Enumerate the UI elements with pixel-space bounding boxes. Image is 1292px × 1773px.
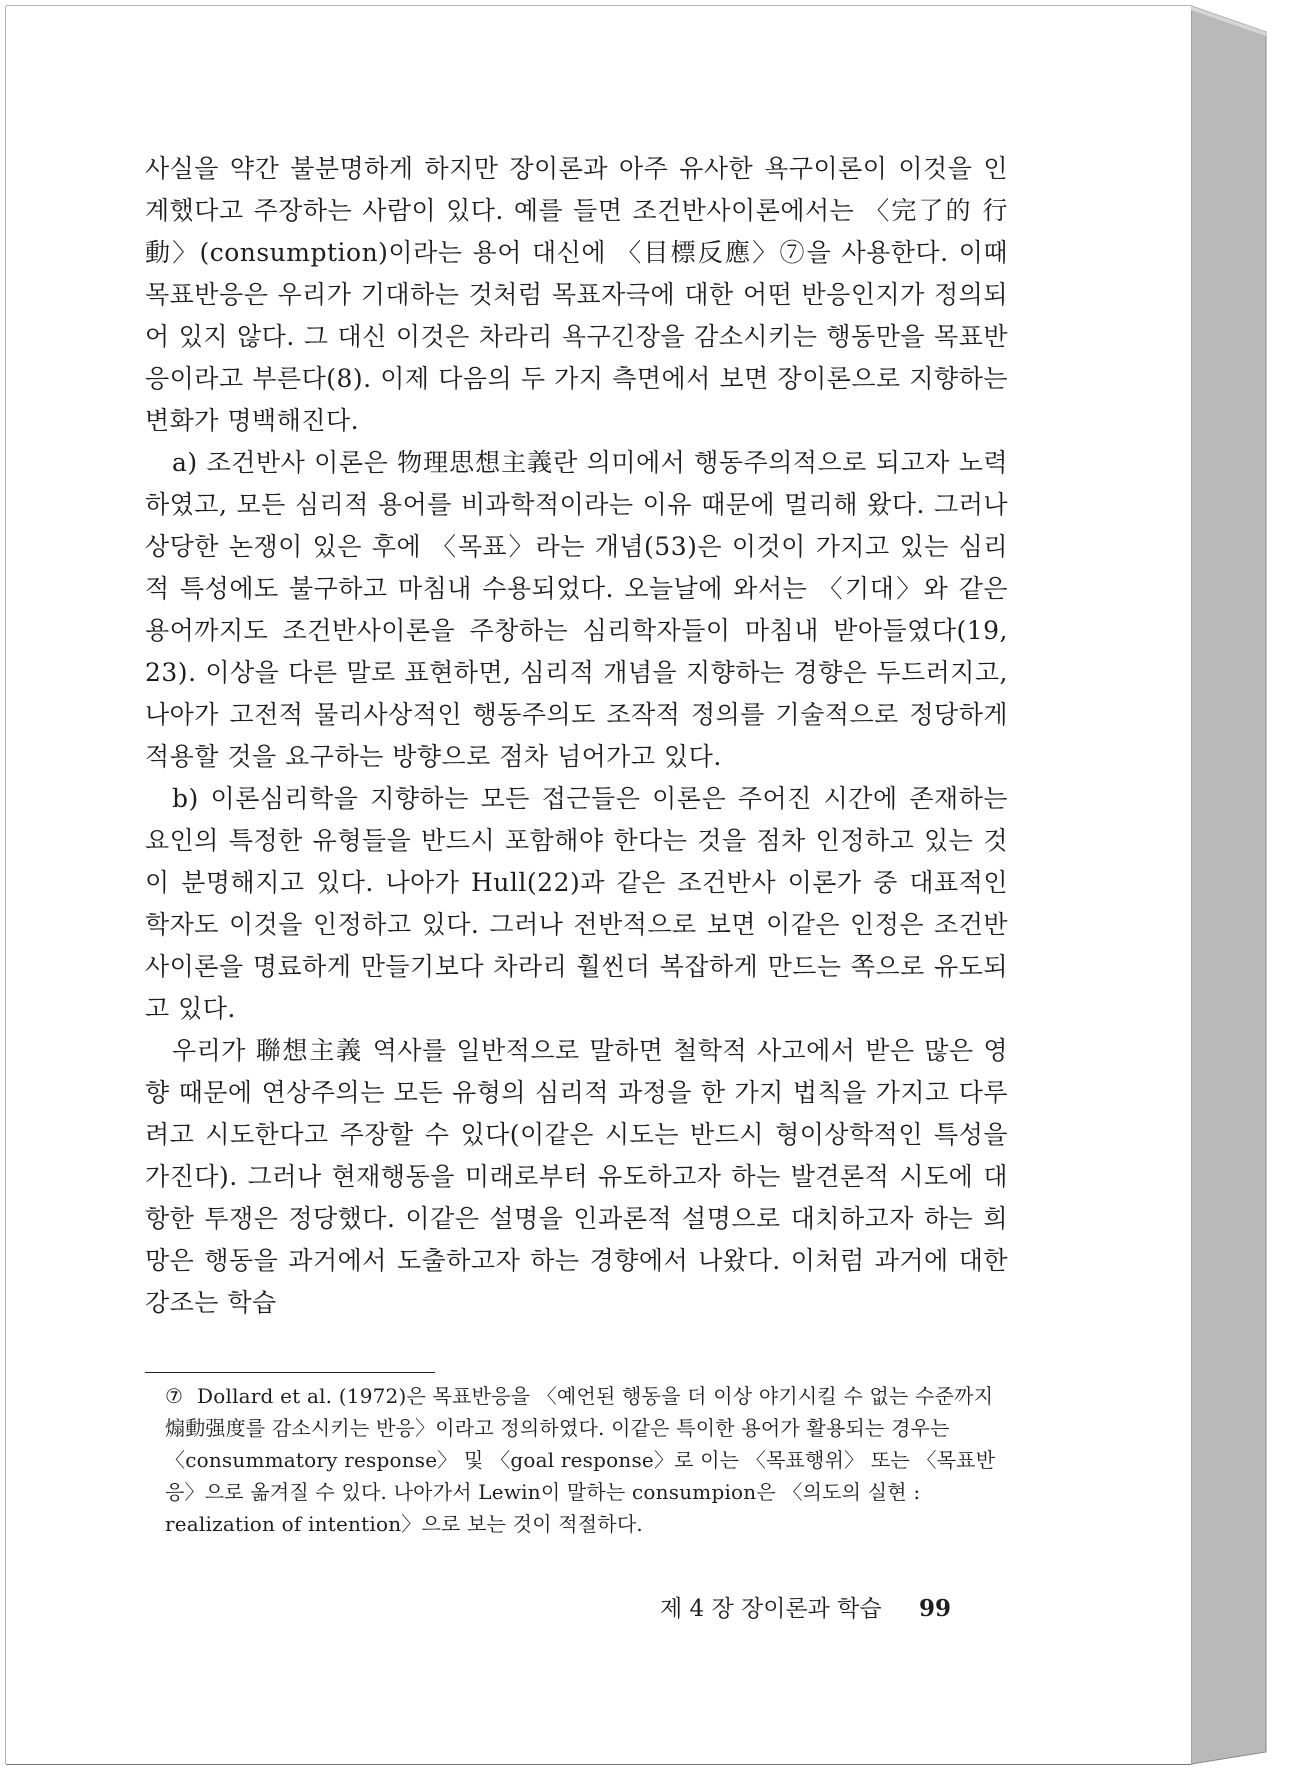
paragraph-4: 우리가 聯想主義 역사를 일반적으로 말하면 철학적 사고에서 받은 많은 영향 때문에 연상주의는 모든 유형의 심리적 과정을 한 가지 법칙을 가지고 다루려고 시도한다고 주장할 수 있다(이같은 시도는 반드시 형이상학적인 특성을 가진다). 그러나 현재행동을 미래로부터 유도하고자 하는 발견론적 시도에 대항한 투쟁은 정당했다. 이같은 설명을 인과론적 설명으로 대치하고자 하는 희망은 행동을 과거에서 도출하고자 하는 경향에서 나왔다. 이처럼 과거에 대한 강조는 학습 (145, 1036, 1008, 1317)
running-footer (660, 1590, 980, 1623)
page-number: 99 (918, 1595, 951, 1622)
footnote (165, 1380, 1008, 1540)
footnote-marker: ⑦ (165, 1384, 184, 1408)
paragraph-1: 사실을 약간 불분명하게 하지만 장이론과 아주 유사한 욕구이론이 이것을 인계했다고 주장하는 사람이 있다. 예를 들면 조건반사이론에서는 〈完了的 行動〉(consumption)이라는 용어 대신에 〈目標反應〉⑦을 사용한다. 이때 목표반응은 우리가 기대하는 것처럼 목표자극에 대한 어떤 반응인지가 정의되어 있지 않다. 그 대신 이것은 차라리 욕구긴장을 감소시키는 행동만을 목표반응이라고 부른다(8). 이제 다음의 두 가지 측면에서 보면 장이론으로 지향하는 변화가 명백해진다. (145, 154, 1008, 435)
footnote-divider (145, 1372, 435, 1373)
body-text (145, 148, 1008, 1324)
footnote-text: Dollard et al. (1972)은 목표반응을 〈예언된 행동을 더 이상 야기시킬 수 없는 수준까지 煽動强度를 감소시키는 반응〉이라고 정의하였다. 이같은 특이한 용어가 활용되는 경우는 〈consummatory response〉 및 〈goal response〉로 이는 〈목표행위〉 또는 〈목표반응〉으로 옮겨질 수 있다. 나아가서 Lewin이 말하는 consumpion은 〈의도의 실현 : realization of intention〉으로 보는 것이 적절하다. (165, 1384, 996, 1536)
paragraph-3: b) 이론심리학을 지향하는 모든 접근들은 이론은 주어진 시간에 존재하는 요인의 특정한 유형들을 반드시 포함해야 한다는 것을 점차 인정하고 있는 것이 분명해지고 있다. 나아가 Hull(22)과 같은 조건반사 이론가 중 대표적인 학자도 이것을 인정하고 있다. 그러나 전반적으로 보면 이같은 인정은 조건반사이론을 명료하게 만들기보다 차라리 훨씬더 복잡하게 만드는 쪽으로 유도되고 있다. (145, 784, 1008, 1023)
paragraph-2: a) 조건반사 이론은 物理思想主義란 의미에서 행동주의적으로 되고자 노력하였고, 모든 심리적 용어를 비과학적이라는 이유 때문에 멀리해 왔다. 그러나 상당한 논쟁이 있은 후에 〈목표〉라는 개념(53)은 이것이 가지고 있는 심리적 특성에도 불구하고 마침내 수용되었다. 오늘날에 와서는 〈기대〉와 같은 용어까지도 조건반사이론을 주창하는 심리학자들이 마침내 받아들였다(19, 23). 이상을 다른 말로 표현하면, 심리적 개념을 지향하는 경향은 두드러지고, 나아가 고전적 물리사상적인 행동주의도 조작적 정의를 기술적으로 정당하게 적용할 것을 요구하는 방향으로 점차 넘어가고 있다. (145, 448, 1008, 771)
chapter-title: 제 4 장 장이론과 학습 (660, 1596, 882, 1622)
